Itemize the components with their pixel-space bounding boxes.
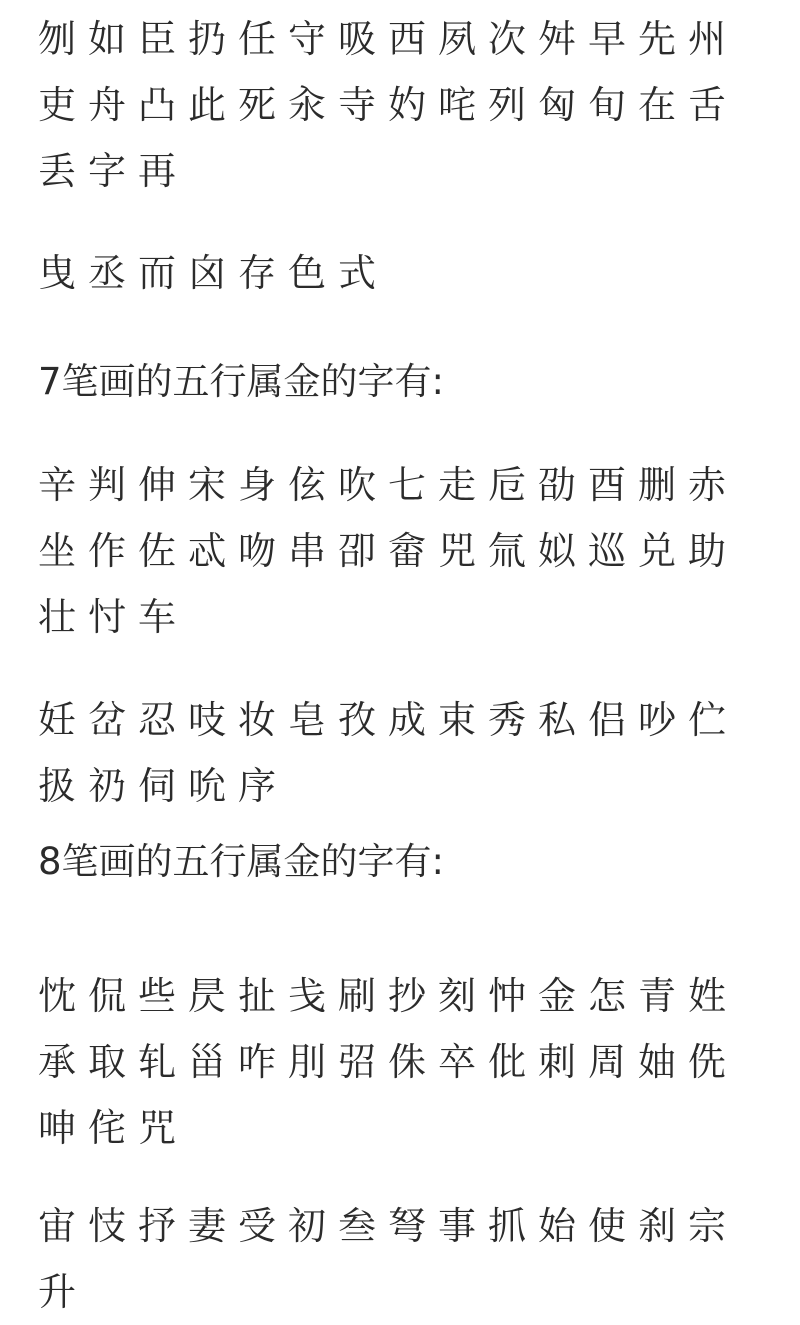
char-paragraph-4: 妊岔忍吱妆皂孜成束秀私侣吵伫扱礽伺吮序: [38, 698, 739, 808]
char-paragraph-5: 忱侃些昃扯戋刷抄刻忡金怎青姓承取轧甾咋刖弨侏卒仳刺周妯侁呻侘咒: [38, 974, 739, 1150]
section-heading-8-strokes: 8笔画的五行属金的字有:: [38, 840, 445, 883]
char-paragraph-1: 刎如臣扔任守吸西夙次舛早先州吏舟凸此死汆寺妁咤列匈旬在舌丢字再: [38, 17, 739, 193]
char-paragraph-6: 宙忮抒妻受初叁弩事抓始使刹宗升: [38, 1204, 739, 1314]
char-paragraph-3: 辛判伸宋身伭吹七走卮劭酉删赤坐作佐忒吻串卲畲兕氚姒巡兑助壮忖车: [38, 463, 739, 639]
section-heading-7-strokes: 7笔画的五行属金的字有:: [38, 360, 445, 403]
char-paragraph-2: 曳丞而囟存色式: [38, 251, 389, 295]
